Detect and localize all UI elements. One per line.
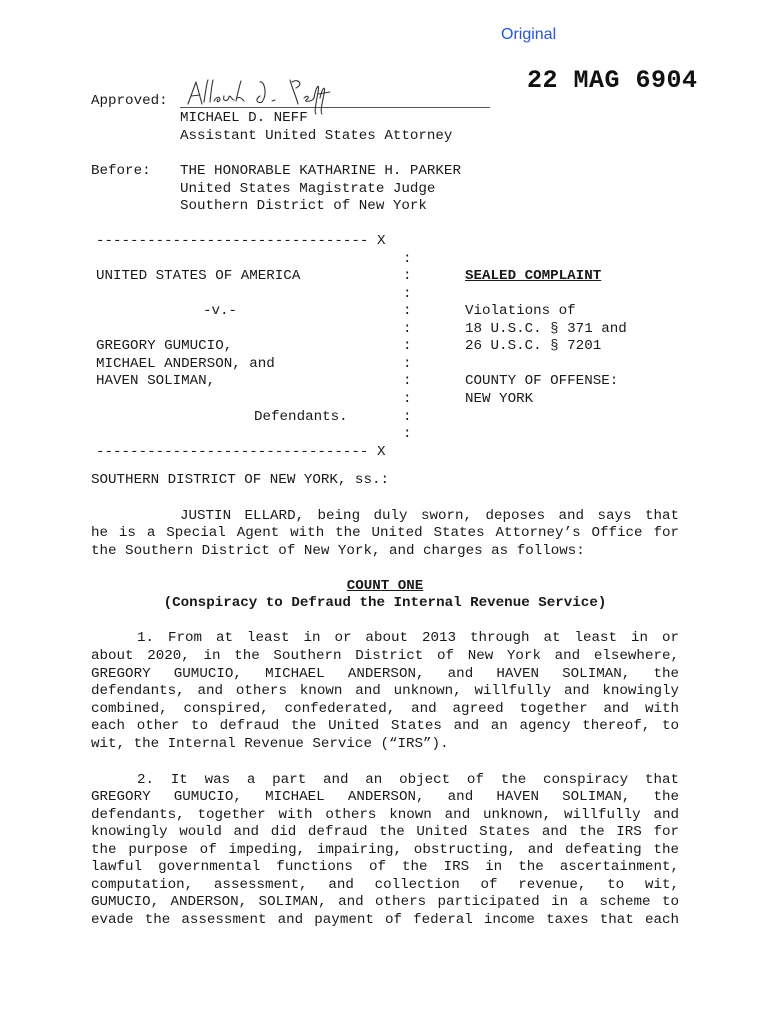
paragraph-1-line: wit, the Internal Revenue Service (“IRS”). <box>91 736 449 752</box>
county-label: COUNTY OF OFFENSE: <box>465 373 619 389</box>
plaintiff-name: UNITED STATES OF AMERICA <box>96 268 301 284</box>
caption-colon: : <box>403 286 412 302</box>
case-number: 22 MAG 6904 <box>527 66 698 95</box>
intro-line: JUSTIN ELLARD, being duly sworn, deposes and says that <box>180 508 679 524</box>
caption-colon: : <box>403 338 412 354</box>
caption-colon: : <box>403 426 412 442</box>
judge-district: Southern District of New York <box>180 198 427 214</box>
paragraph-1-line: about 2020, in the Southern District of New York and elsewhere, <box>91 648 679 664</box>
document-type: SEALED COMPLAINT <box>465 268 602 284</box>
caption-rule-top: -------------------------------- X <box>96 233 386 249</box>
paragraph-2-line: knowingly would and did defraud the United States and the IRS for <box>91 824 679 840</box>
paragraph-1-line: each other to defraud the United States and an agency thereof, to <box>91 718 679 734</box>
caption-colon: : <box>403 356 412 372</box>
original-stamp: Original <box>501 26 557 43</box>
defendant-name: MICHAEL ANDERSON, and <box>96 356 275 372</box>
violations-line: 26 U.S.C. § 7201 <box>465 338 602 354</box>
count-title: COUNT ONE <box>346 578 424 594</box>
caption-colon: : <box>403 409 412 425</box>
caption-colon: : <box>403 373 412 389</box>
caption-colon: : <box>403 303 412 319</box>
approver-name: MICHAEL D. NEFF <box>180 110 308 126</box>
paragraph-2-line: computation, assessment, and collection of revenue, to wit, <box>91 877 679 893</box>
intro-line: the Southern District of New York, and charges as follows: <box>91 543 585 559</box>
approver-title: Assistant United States Attorney <box>180 128 453 144</box>
paragraph-2-line: lawful governmental functions of the IRS in the ascertainment, <box>91 859 679 875</box>
violations-line: 18 U.S.C. § 371 and <box>465 321 627 337</box>
county-value: NEW YORK <box>465 391 534 407</box>
judge-title: United States Magistrate Judge <box>180 181 436 197</box>
paragraph-1-line: combined, conspired, confederated, and agreed together and with <box>91 701 679 717</box>
paragraph-2-line: GREGORY GUMUCIO, MICHAEL ANDERSON, and HAVEN SOLIMAN, the <box>91 789 679 805</box>
paragraph-1-line: 1. From at least in or about 2013 through at least in or <box>137 630 679 646</box>
paragraph-2-line: the purpose of impeding, impairing, obstructing, and defeating the <box>91 842 679 858</box>
defendants-label: Defendants. <box>254 409 348 425</box>
paragraph-1-line: defendants, and others known and unknown, willfully and knowingly <box>91 683 679 699</box>
count-subtitle: (Conspiracy to Defraud the Internal Revenue Service) <box>163 595 607 611</box>
caption-colon: : <box>403 268 412 284</box>
paragraph-1-line: GREGORY GUMUCIO, MICHAEL ANDERSON, and HAVEN SOLIMAN, the <box>91 666 679 682</box>
paragraph-2-line: GUMUCIO, ANDERSON, SOLIMAN, and others participated in a scheme to <box>91 894 679 910</box>
violations-line: Violations of <box>465 303 576 319</box>
caption-colon: : <box>403 391 412 407</box>
paragraph-2-line: defendants, together with others known and unknown, willfully and <box>91 807 679 823</box>
defendant-name: GREGORY GUMUCIO, <box>96 338 233 354</box>
paragraph-2-line: evade the assessment and payment of federal income taxes that each <box>91 912 679 928</box>
versus-label: -v.- <box>203 303 238 319</box>
defendant-name: HAVEN SOLIMAN, <box>96 373 216 389</box>
caption-rule-bottom: -------------------------------- X <box>96 444 386 460</box>
venue-line: SOUTHERN DISTRICT OF NEW YORK, ss.: <box>91 472 389 488</box>
caption-colon: : <box>403 321 412 337</box>
approved-label: Approved: <box>91 93 168 109</box>
intro-line: he is a Special Agent with the United States Attorney’s Office for <box>91 525 679 541</box>
paragraph-2-line: 2. It was a part and an object of the conspiracy that <box>137 772 679 788</box>
caption-colon: : <box>403 251 412 267</box>
before-label: Before: <box>91 163 151 179</box>
judge-name: THE HONORABLE KATHARINE H. PARKER <box>180 163 461 179</box>
